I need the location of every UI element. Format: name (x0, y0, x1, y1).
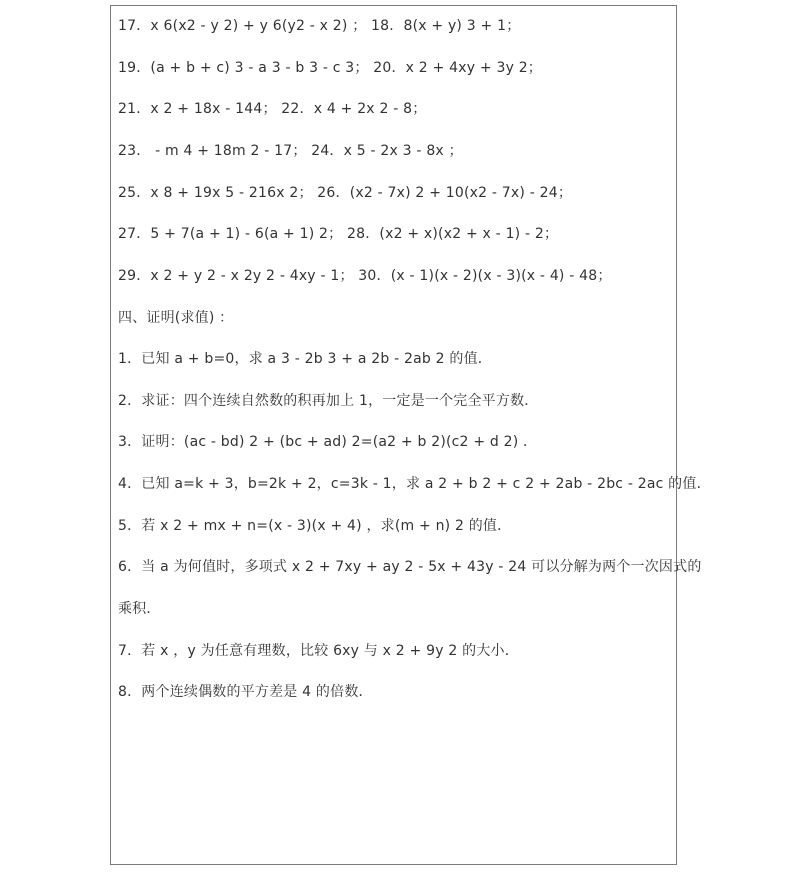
proof-1: 1．已知 a + b=0，求 a 3 - 2b 3 + a 2b - 2ab 2 的值． (118, 351, 492, 367)
problem-21-22: 21．x 2 + 18x - 144； 22．x 4 + 2x 2 - 8； (118, 101, 427, 117)
proof-8: 8．两个连续偶数的平方差是 4 的倍数． (118, 684, 373, 700)
problem-23-24: 23． - m 4 + 18m 2 - 17； 24．x 5 - 2x 3 - 8x ； (118, 143, 463, 159)
proof-3: 3．证明：(ac - bd) 2 + (bc + ad) 2=(a2 + b 2)(c2 + d 2) ． (118, 434, 538, 450)
proof-4: 4．已知 a=k + 3，b=2k + 2，c=3k - 1，求 a 2 + b 2 + c 2 + 2ab - 2bc - 2ac 的值． (118, 476, 711, 492)
problem-17-18: 17．x 6(x2 - y 2) + y 6(y2 - x 2) ； 18．8(x + y) 3 + 1； (118, 18, 521, 34)
problem-25-26: 25．x 8 + 19x 5 - 216x 2； 26．(x2 - 7x) 2 + 10(x2 - 7x) - 24； (118, 185, 573, 201)
problem-29-30: 29．x 2 + y 2 - x 2y 2 - 4xy - 1； 30．(x - 1)(x - 2)(x - 3)(x - 4) - 48； (118, 268, 612, 284)
proof-6: 6．当 a 为何值时，多项式 x 2 + 7xy + ay 2 - 5x + 43y - 24 可以分解为两个一次因式的 (118, 559, 702, 575)
section-heading: 四、证明(求值) ： (118, 310, 234, 326)
proof-5: 5．若 x 2 + mx + n=(x - 3)(x + 4) ，求(m + n) 2 的值． (118, 518, 512, 534)
problem-27-28: 27．5 + 7(a + 1) - 6(a + 1) 2； 28．(x2 + x)(x2 + x - 1) - 2； (118, 226, 559, 242)
proof-2: 2．求证：四个连续自然数的积再加上 1，一定是一个完全平方数． (118, 393, 539, 409)
problem-19-20: 19．(a + b + c) 3 - a 3 - b 3 - c 3； 20．x 2 + 4xy + 3y 2； (118, 60, 543, 76)
proof-7: 7．若 x ，y 为任意有理数，比较 6xy 与 x 2 + 9y 2 的大小． (118, 643, 519, 659)
proof-6-continued: 乘积． (118, 601, 161, 617)
